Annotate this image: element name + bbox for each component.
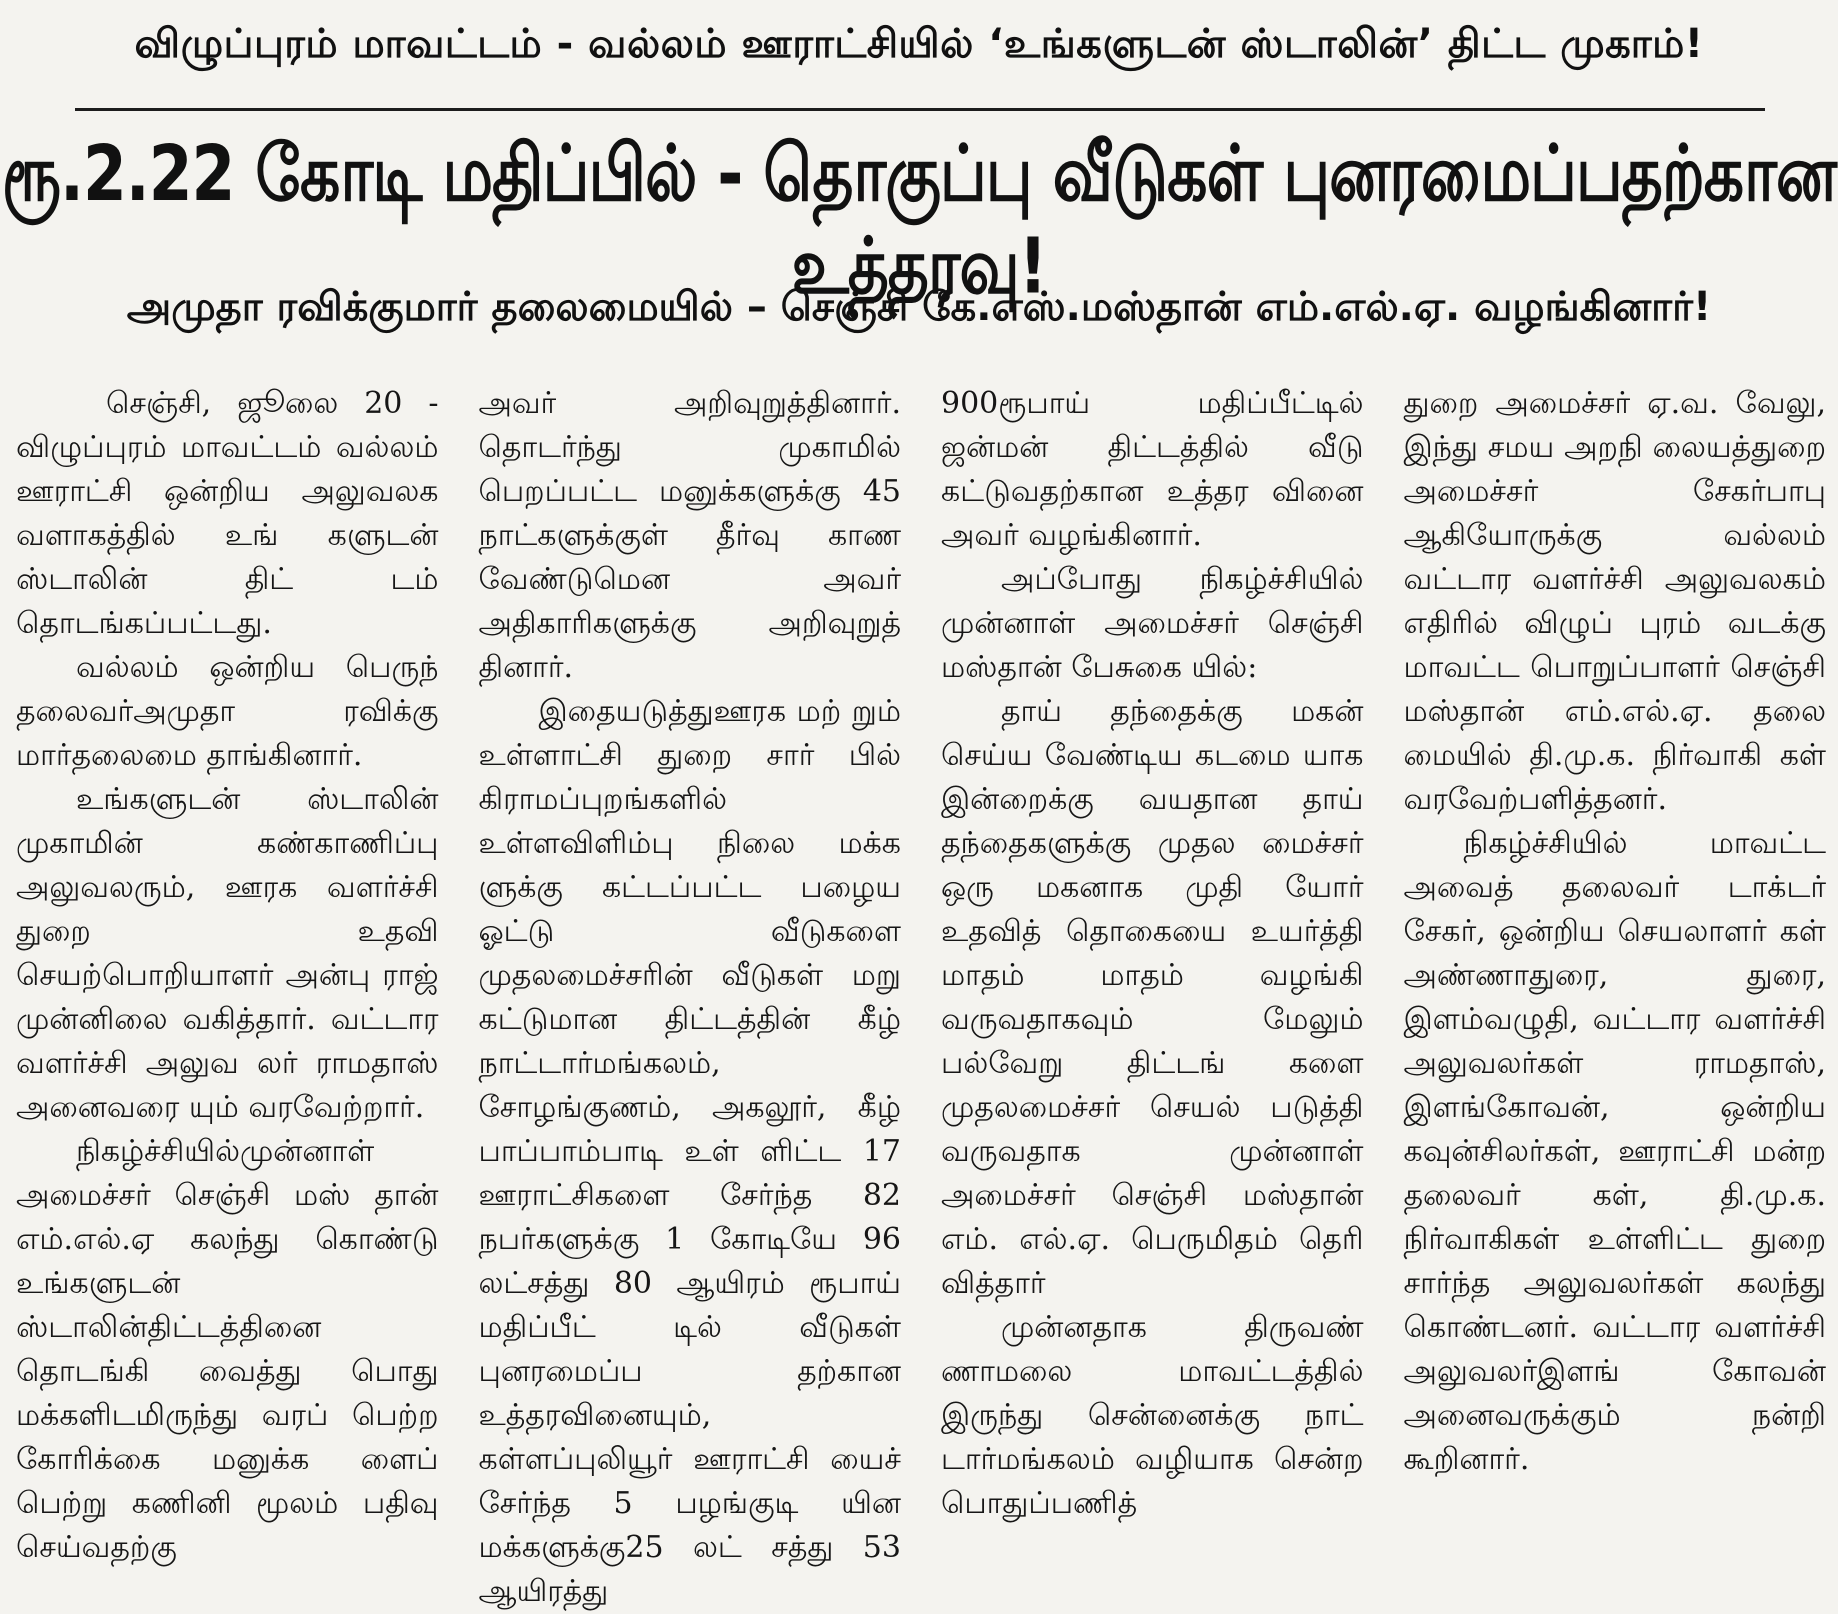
paragraph: தாய் தந்தைக்கு மகன் செய்ய வேண்டிய கடமை யாக இன்றைக்கு வயதான தாய் தந்தைகளுக்கு முதல மைச்சர் ஒரு மகனாக முதி யோர் உதவித் தொகையை உயர்த்தி மாதம் மாதம் வழங்கி வருவதாகவும் மேலும் பல்வேறு திட்டங் களை முதலமைச்சர் செயல் படுத்தி வருவதாக முன்னாள் அமைச்சர் செஞ்சி மஸ்தான் எம். எல்.ஏ. பெருமிதம் தெரி வித்தார் [941, 694, 1364, 1301]
paragraph: உங்களுடன் ஸ்டாலின் முகாமின் கண்காணிப்பு அலுவலரும், ஊரக வளர்ச்சி துறை உதவி செயற்பொறியாளர் அன்பு ராஜ் முன்னிலை வகித்தார். வட்டார வளர்ச்சி அலுவ லர் ராமதாஸ் அனைவரை யும் வரவேற்றார். [16, 782, 439, 1125]
paragraph: அப்போது நிகழ்ச்சியில் முன்னாள் அமைச்சர் செஞ்சி மஸ்தான் பேசுகை யில்: [941, 562, 1364, 685]
article-column-3 [933, 382, 1372, 1521]
paragraph: வல்லம் ஒன்றிய பெருந் தலைவர்அமுதா ரவிக்கு மார்தலைமை தாங்கினார். [16, 650, 439, 773]
paragraph: செஞ்சி, ஜூலை 20 - விழுப்புரம் மாவட்டம் வல்லம் ஊராட்சி ஒன்றிய அலுவலக வளாகத்தில் உங் களுடன் ஸ்டாலின் திட் டம் தொடங்கப்பட்டது. [16, 386, 439, 641]
paragraph: இதையடுத்துஊரக மற் றும் உள்ளாட்சி துறை சார் பில் கிராமப்புறங்களில் உள்ளவிளிம்பு நிலை மக்க ளுக்கு கட்டப்பட்ட பழைய ஓட்டு வீடுகளை முதலமைச்சரின் வீடுகள் மறு கட்டுமான திட்டத்தின் கீழ் நாட்டார்மங்கலம், சோழங்குணம், அகலூர், கீழ் பாப்பாம்பாடி உள் ளிட்ட 17 ஊராட்சிகளை சேர்ந்த 82 நபர்களுக்கு 1 கோடியே 96 லட்சத்து 80 ஆயிரம் ரூபாய் மதிப்பீட் டில் வீடுகள் புனரமைப்ப தற்கான உத்தரவினையும், கள்ளப்புலியூர் ஊராட்சி யைச் சேர்ந்த 5 பழங்குடி யின மக்களுக்கு25 லட் சத்து 53 ஆயிரத்து [478, 694, 901, 1609]
paragraph: நிகழ்ச்சியில்முன்னாள் அமைச்சர் செஞ்சி மஸ் தான் எம்.எல்.ஏ கலந்து கொண்டு உங்களுடன் ஸ்டாலின்திட்டத்தினை தொடங்கி வைத்து பொது மக்களிடமிருந்து வரப் பெற்ற கோரிக்கை மனுக்க ளைப் பெற்று கணினி மூலம் பதிவு செய்வதற்கு [16, 1134, 439, 1565]
article-body [8, 382, 1834, 1609]
paragraph: முன்னதாக திருவண் ணாமலை மாவட்டத்தில் இருந்து சென்னைக்கு நாட் டார்மங்கலம் வழியாக சென்ற பொதுப்பணித் [941, 1310, 1364, 1521]
article-column-1 [8, 382, 447, 1565]
kicker-headline: விழுப்புரம் மாவட்டம் - வல்லம் ஊராட்சியில் ‘உங்களுடன் ஸ்டாலின்’ திட்ட முகாம்! [134, 21, 1704, 67]
paragraph: நிகழ்ச்சியில் மாவட்ட அவைத் தலைவர் டாக்டர் சேகர், ஒன்றிய செயலாளர் கள் அண்ணாதுரை, துரை, இளம்வழுதி, வட்டார வளர்ச்சி அலுவலர்கள் ராமதாஸ், இளங்கோவன், ஒன்றிய கவுன்சிலர்கள், ஊராட்சி மன்ற தலைவர் கள், தி.மு.க. நிர்வாகிகள் உள்ளிட்ட துறை சார்ந்த அலுவலர்கள் கலந்து கொண்டனர். வட்டார வளர்ச்சி அலுவலர்இளங் கோவன் அனைவருக்கும் நன்றி கூறினார். [1403, 826, 1826, 1477]
paragraph: துறை அமைச்சர் ஏ.வ. வேலு, இந்து சமய அறநி லையத்துறை அமைச்சர் சேகர்பாபு ஆகியோருக்கு வல்லம் வட்டார வளர்ச்சி அலுவலகம் எதிரில் விழுப் புரம் வடக்கு மாவட்ட பொறுப்பாளர் செஞ்சி மஸ்தான் எம்.எல்.ஏ. தலை மையில் தி.மு.க. நிர்வாகி கள் வரவேற்பளித்தனர். [1403, 386, 1826, 817]
paragraph: அவர் அறிவுறுத்தினார். தொடர்ந்து முகாமில் பெறப்பட்ட மனுக்களுக்கு 45 நாட்களுக்குள் தீர்வு காண வேண்டுமென அவர் அதிகாரிகளுக்கு அறிவுறுத் தினார். [478, 386, 901, 685]
headline-divider [75, 108, 1765, 111]
paragraph: 900ரூபாய் மதிப்பீட்டில் ஜன்மன் திட்டத்தில் வீடு கட்டுவதற்கான உத்தர வினை அவர் வழங்கினார். [941, 386, 1364, 553]
main-headline: ரூ.2.22 கோடி மதிப்பில் - தொகுப்பு வீடுகள் புனரமைப்பதற்கான உத்தரவு! [1, 129, 1837, 311]
article-column-4 [1396, 382, 1835, 1514]
subheadline: அமுதா ரவிக்குமார் தலைமையில் – செஞ்சி கே.எஸ்.மஸ்தான் எம்.எல்.ஏ. வழங்கினார்! [126, 284, 1712, 330]
article-column-2 [471, 382, 910, 1609]
